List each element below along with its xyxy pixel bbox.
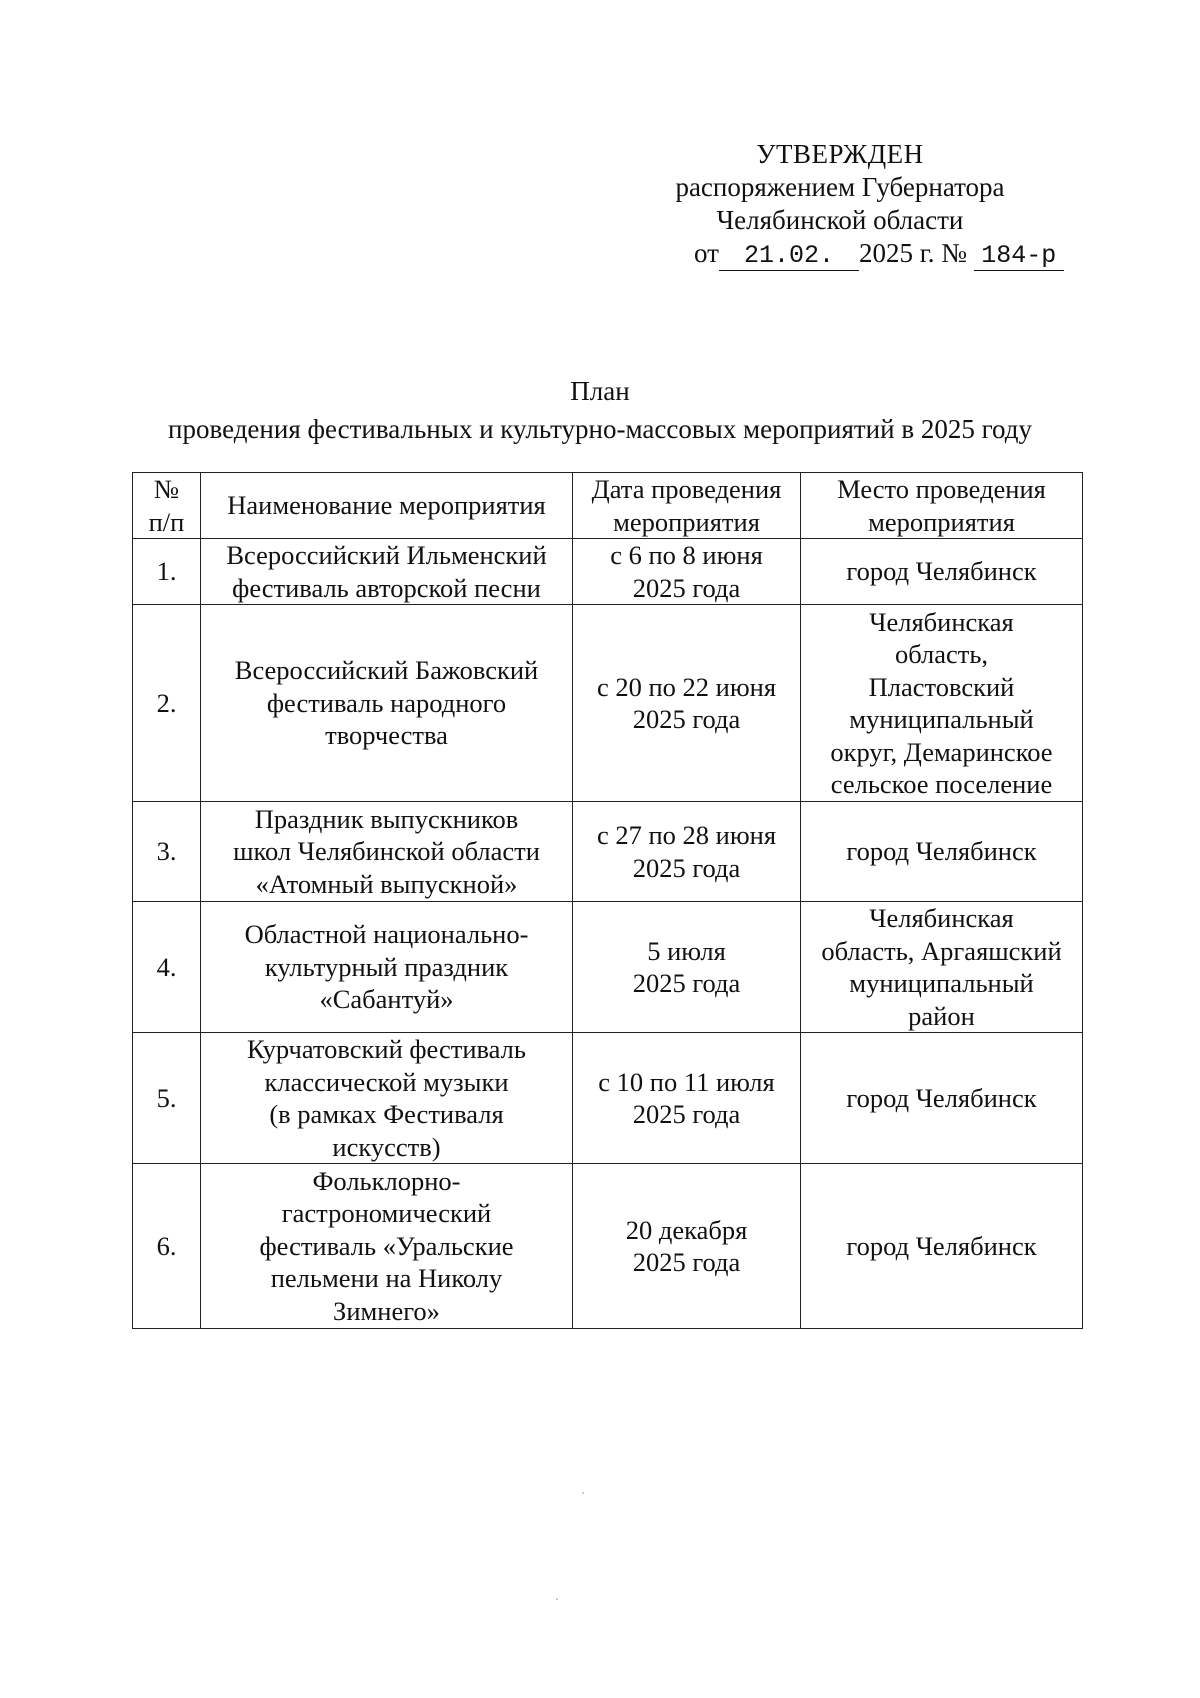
approval-date-prefix: от [694, 238, 719, 268]
cell-date: с 10 по 11 июля 2025 года [573, 1033, 801, 1164]
approval-line-decree: распоряжением Губернатора [675, 172, 1005, 202]
cell-num: 2. [133, 605, 201, 802]
table-row [133, 902, 1083, 1033]
header-name: Наименование мероприятия [201, 473, 573, 539]
document-title-block [100, 372, 1100, 448]
cell-num: 5. [133, 1033, 201, 1164]
approval-year-suffix: 2025 г. № [858, 238, 967, 268]
table-header-row [133, 473, 1083, 539]
approval-date-value: 21.02. [719, 242, 859, 271]
cell-place: город Челябинск [801, 539, 1083, 605]
scan-speck [582, 1492, 584, 1494]
approval-title: УТВЕРЖДЕН [756, 139, 924, 169]
cell-name: Областной национально- культурный праздник «Сабантуй» [201, 902, 573, 1033]
cell-name: Всероссийский Бажовский фестиваль народного творчества [201, 605, 573, 802]
cell-place: город Челябинск [801, 1164, 1083, 1329]
events-plan-table [132, 472, 1083, 1329]
cell-place: город Челябинск [801, 1033, 1083, 1164]
cell-name: Праздник выпускников школ Челябинской области «Атомный выпускной» [201, 802, 573, 902]
cell-num: 4. [133, 902, 201, 1033]
approval-block [600, 138, 1080, 271]
document-title: План [570, 376, 630, 406]
approval-line-region: Челябинской области [716, 205, 964, 235]
cell-num: 6. [133, 1164, 201, 1329]
cell-date: с 20 по 22 июня 2025 года [573, 605, 801, 802]
cell-date: с 27 по 28 июня 2025 года [573, 802, 801, 902]
table-row [133, 605, 1083, 802]
cell-place: город Челябинск [801, 802, 1083, 902]
cell-name: Всероссийский Ильменский фестиваль авторской песни [201, 539, 573, 605]
header-num: № п/п [133, 473, 201, 539]
table-row [133, 539, 1083, 605]
cell-place: Челябинская область, Пластовский муниципальный округ, Демаринское сельское поселение [801, 605, 1083, 802]
cell-name: Фольклорно- гастрономический фестиваль «Уральские пельмени на Николу Зимнего» [201, 1164, 573, 1329]
table-row [133, 1033, 1083, 1164]
header-place: Место проведения мероприятия [801, 473, 1083, 539]
header-date: Дата проведения мероприятия [573, 473, 801, 539]
table-row [133, 1164, 1083, 1329]
document-subtitle: проведения фестивальных и культурно-массовых мероприятий в 2025 году [168, 414, 1032, 444]
table-row [133, 802, 1083, 902]
approval-number-value: 184-р [974, 242, 1064, 271]
cell-place: Челябинская область, Аргаяшский муниципальный район [801, 902, 1083, 1033]
cell-date: 20 декабря 2025 года [573, 1164, 801, 1329]
cell-num: 3. [133, 802, 201, 902]
cell-name: Курчатовский фестиваль классической музыки (в рамках Фестиваля искусств) [201, 1033, 573, 1164]
cell-num: 1. [133, 539, 201, 605]
approval-date-line [600, 237, 1080, 271]
scan-speck [556, 1598, 558, 1600]
cell-date: с 6 по 8 июня 2025 года [573, 539, 801, 605]
cell-date: 5 июля 2025 года [573, 902, 801, 1033]
